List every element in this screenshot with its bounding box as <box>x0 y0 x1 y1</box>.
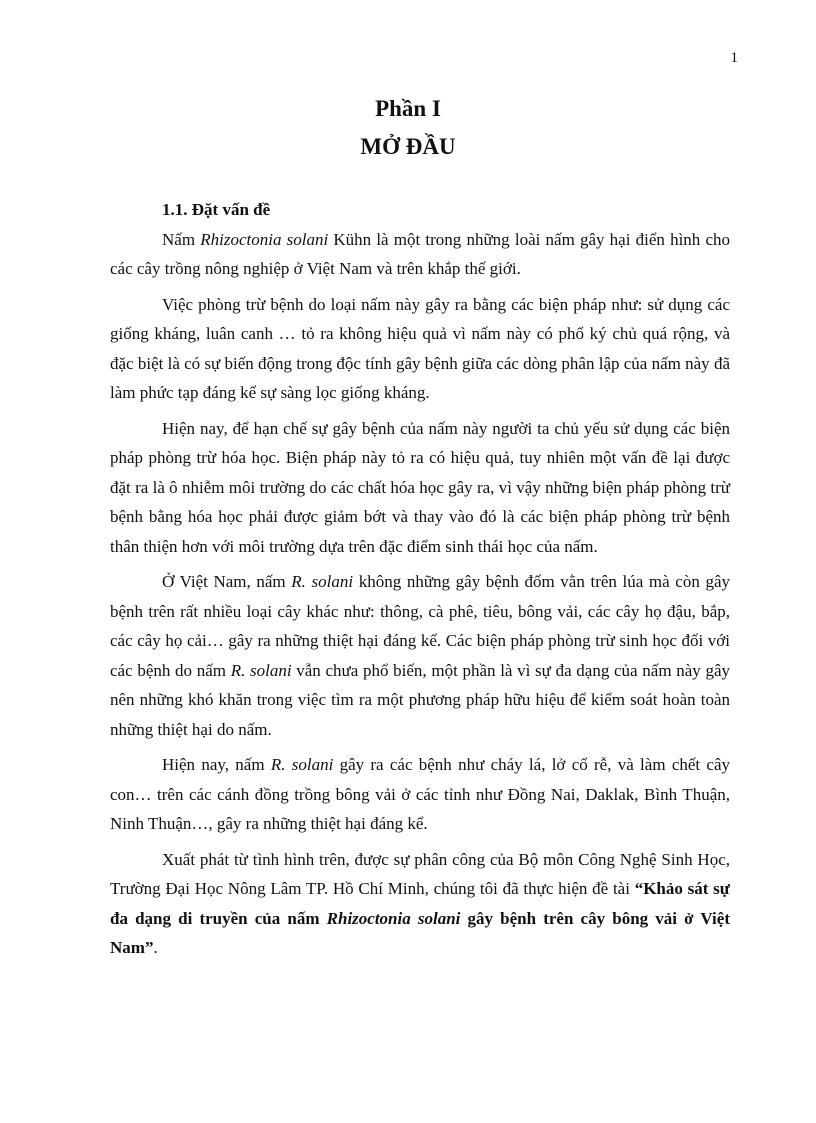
part-title: Phần I <box>375 96 441 121</box>
paragraph-6-period: . <box>153 938 158 957</box>
thesis-title-species <box>327 909 461 928</box>
document-body <box>110 195 730 963</box>
thesis-title-part-1: “Khảo sát sự đa dạng di truyền của nấm <box>110 879 730 928</box>
paragraph-1 <box>110 225 730 284</box>
paragraph-4-species-name-1: R. solani <box>291 572 354 591</box>
thesis-title-part-2: gây bệnh trên cây bông vải ở Việt Nam” <box>110 908 730 957</box>
paragraph-4-text-a: Ở Việt Nam, nấm <box>162 572 292 591</box>
paragraph-4-text-e: vẫn chưa phổ biến, một phần là vì sự đa dạng của nấm này gây nên những khó khăn trong việc tìm ra một phương pháp hữu hiệu để kiểm soát hoàn toàn những thiệt hại do nấm. <box>110 660 731 739</box>
paragraph-6 <box>110 845 730 963</box>
paragraph-1-species-name: Rhizoctonia solani <box>200 229 329 249</box>
paragraph-5-text-c: gây ra các bệnh như cháy lá, lở cổ rễ, và làm chết cây con… trên các cánh đồng trồng bông vải ở các tỉnh như Đồng Nai, Daklak, Bình Thuận, Ninh Thuận…, gây ra những thiệt hại đáng kể. <box>110 755 730 833</box>
paragraph-2: Việc phòng trừ bệnh do loại nấm này gây ra bằng các biện pháp như: sử dụng các giống kháng, luân canh … tỏ ra không hiệu quả vì nấm này có phổ ký chủ quá rộng, và đặc biệt là có sự biến động trong độc tính gây bệnh giữa các dòng phân lập của nấm này đã làm phức tạp đáng kể sự sàng lọc giống kháng. <box>110 294 730 402</box>
paragraph-4-species-name-2: R. solani <box>230 660 292 680</box>
page-title-block <box>0 90 816 166</box>
section-heading: 1.1. Đặt vấn đề <box>162 200 271 219</box>
paragraph-1-text-c: Kühn là một trong những loài nấm gây hại điển hình cho các cây trồng nông nghiệp ở Việt Nam và trên khắp thế giới. <box>110 229 731 278</box>
paragraph-5 <box>110 750 730 839</box>
page-number: 1 <box>730 50 738 66</box>
thesis-title-species-italic: Rhizoctonia solani <box>326 908 461 928</box>
paragraph-6-text-a: Xuất phát từ tình hình trên, được sự phân công của Bộ môn Công Nghệ Sinh Học, Trường Đại Học Nông Lâm TP. Hồ Chí Minh, chúng tôi đã thực hiện đề tài <box>110 849 730 898</box>
paragraph-5-text-a: Hiện nay, nấm <box>162 755 271 774</box>
paragraph-5-species-name: R. solani <box>270 755 334 774</box>
paragraph-1-text-a: Nấm <box>162 229 201 249</box>
paragraph-4 <box>110 567 730 744</box>
chapter-title: MỞ ĐẦU <box>360 134 456 159</box>
paragraph-3: Hiện nay, để hạn chế sự gây bệnh của nấm này người ta chủ yếu sử dụng các biện pháp phòng trừ hóa học. Biện pháp này tỏ ra có hiệu quả, tuy nhiên một vấn đề lại được đặt ra là ô nhiễm môi trường do các chất hóa học gây ra, vì vậy những biện pháp phòng trừ bệnh bằng hóa học phải được giảm bớt và thay vào đó là các biện pháp phòng trừ bệnh thân thiện hơn với môi trường dựa trên đặc điểm sinh thái học của nấm. <box>110 418 730 556</box>
paragraph-4-text-c: không những gây bệnh đốm vằn trên lúa mà còn gây bệnh trên rất nhiều loại cây khác như: thông, cà phê, tiêu, bông vải, các cây họ đậu, bắp, các cây họ cải… gây ra những thiệt hại đáng kể. Các biện pháp phòng trừ sinh học đối với các bệnh do nấm <box>110 572 730 680</box>
